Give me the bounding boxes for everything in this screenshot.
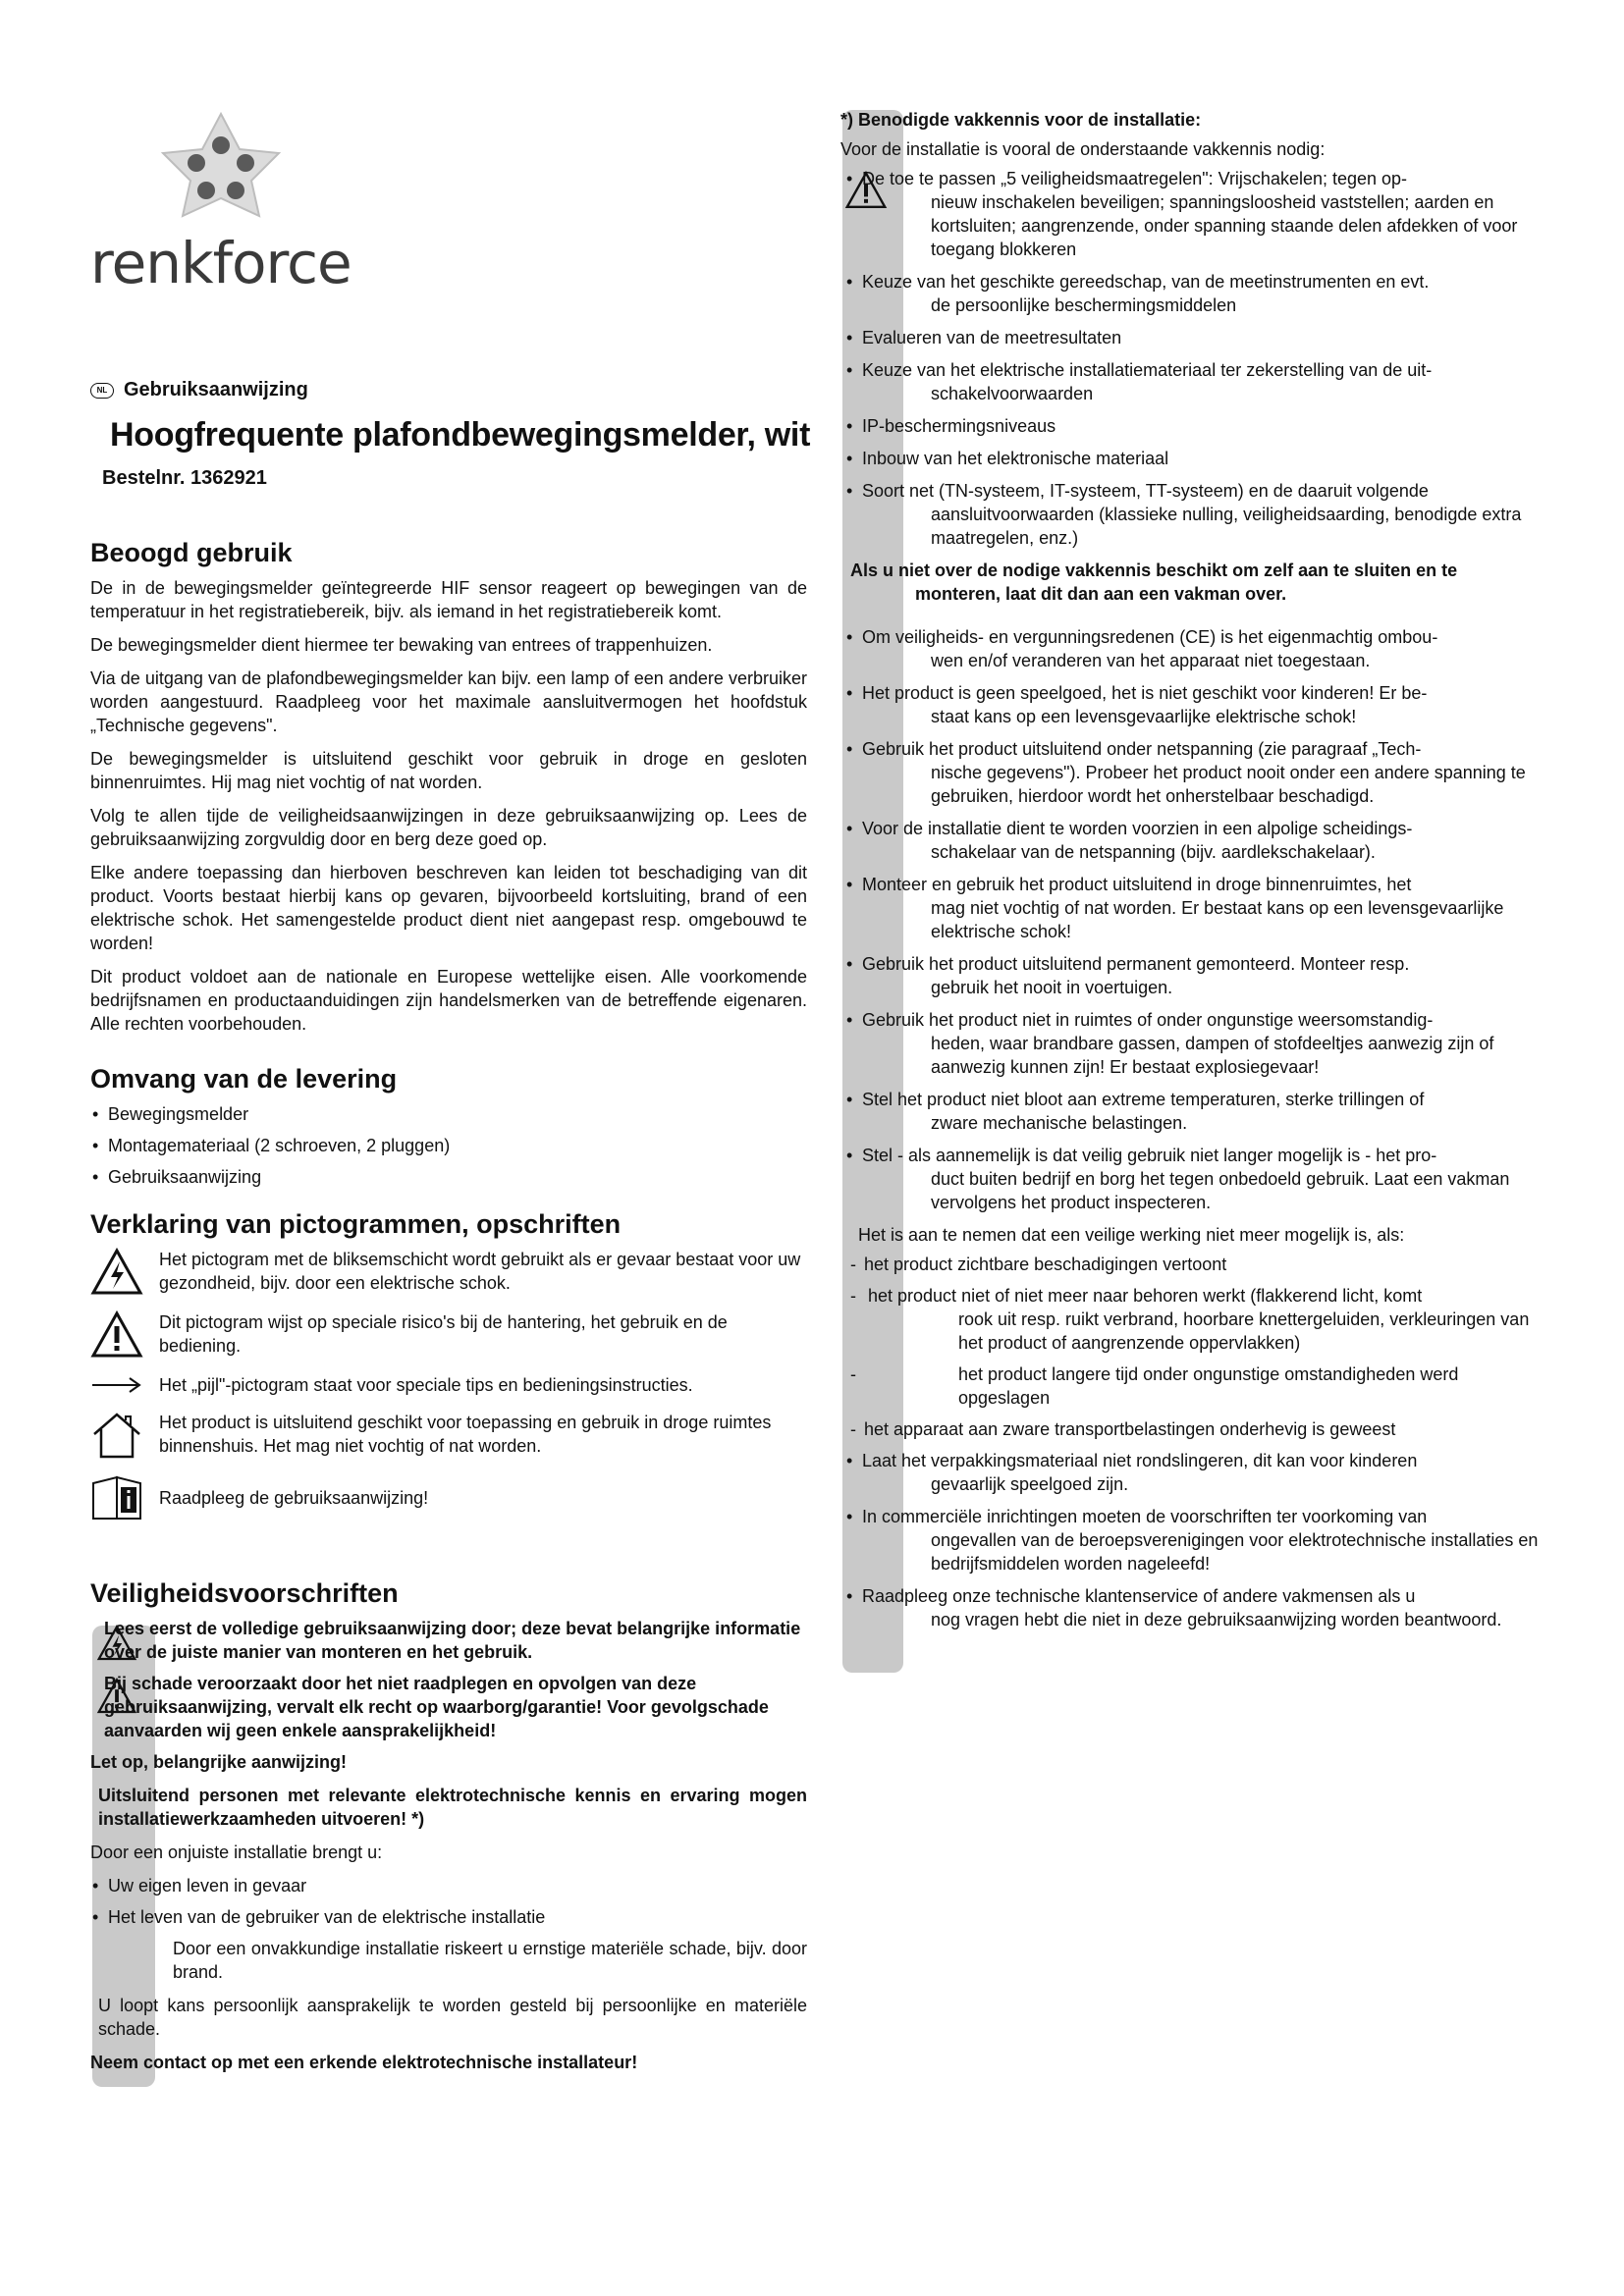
intended-use-paragraph: De in de bewegingsmelder geïntegreerde HIF sensor reageert op bewegingen van de temperatuur in het registratiebereik, bijv. als iemand in het registratiebereik komt. bbox=[90, 578, 807, 621]
safety-rule: • Stel het product niet bloot aan extreme temperaturen, sterke trillingen of zware mechanische belastingen. bbox=[840, 1088, 1547, 1135]
pictogram-row bbox=[90, 1248, 807, 1297]
pictogram-text: Het product is uitsluitend geschikt voor toepassing en gebruik in droge ruimtes binnenshuis. Het mag niet vochtig of nat worden. bbox=[159, 1413, 772, 1456]
page-title: Hoogfrequente plafondbewegingsmelder, wit bbox=[110, 416, 811, 454]
language-label bbox=[90, 379, 308, 401]
intended-use-paragraph: De bewegingsmelder dient hiermee ter bewaking van entrees of trappenhuizen. bbox=[90, 635, 713, 655]
pictograms-heading: Verklaring van pictogrammen, opschriften bbox=[90, 1209, 622, 1239]
list-item: • Bewegingsmelder bbox=[90, 1102, 807, 1126]
list-item: • Uw eigen leven in gevaar bbox=[90, 1874, 807, 1897]
safety-material-damage: Door een onvakkundige installatie riskeert u ernstige materiële schade, bijv. door brand. bbox=[173, 1939, 807, 1982]
safety-rule: • Raadpleeg onze technische klantenservice of andere vakmensen als u nog vragen hebt die niet in deze gebruiksaanwijzing worden beantwoord. bbox=[840, 1584, 1547, 1631]
pictogram-text: Dit pictogram wijst op speciale risico's bij de hantering, het gebruik en de bediening. bbox=[159, 1312, 728, 1356]
safety-only-persons: Uitsluitend personen met relevante elektrotechnische kennis en ervaring mogen installatiewerkzaamheden uitvoeren! *) bbox=[98, 1786, 807, 1829]
expertise-item: • De toe te passen „5 veiligheidsmaatregelen": Vrijschakelen; tegen op- nieuw inschakelen beveiligen; spanningsloosheid vaststellen; aarden en kortsluiten; aangrenzende, onder spanning staande delen afdekken of voor toegang blokkeren bbox=[840, 167, 1547, 261]
unsafe-item: - het product niet of niet meer naar behoren werkt (flakkerend licht, komt rook uit resp. ruikt verbrand, hoorbare knettergeluiden, verkleuringen van het product of aangrenzende oppervlakken) bbox=[840, 1284, 1547, 1355]
list-item: • Gebruiksaanwijzing bbox=[90, 1165, 807, 1189]
expertise-heading: *) Benodigde vakkennis voor de installatie: bbox=[840, 110, 1202, 130]
intended-use-paragraph: De bewegingsmelder is uitsluitend geschikt voor gebruik in droge en gesloten binnenruimtes. Hij mag niet vochtig of nat worden. bbox=[90, 749, 807, 792]
intended-use-paragraph: Elke andere toepassing dan hierboven beschreven kan leiden tot beschadiging van dit product. Voorts bestaat hierbij kans op gevaren, bijvoorbeeld kortsluiting, brand of een elektrische schok. Het samengestelde product dient niet aangepast resp. omgebouwd te worden! bbox=[90, 863, 807, 953]
manual-icon bbox=[90, 1473, 143, 1522]
safety-rule: • Laat het verpakkingsmateriaal niet rondslingeren, dit kan voor kinderen gevaarlijk speelgoed zijn. bbox=[840, 1449, 1547, 1496]
house-icon bbox=[90, 1411, 143, 1460]
safety-rule: • In commerciële inrichtingen moeten de voorschriften ter voorkoming van ongevallen van de beroepsverenigingen voor elektrotechnische installaties en bedrijfsmiddelen worden nageleefd! bbox=[840, 1505, 1547, 1575]
expertise-item: • Keuze van het geschikte gereedschap, van de meetinstrumenten en evt. de persoonlijke beschermingsmiddelen bbox=[840, 270, 1547, 317]
arrow-icon bbox=[90, 1375, 143, 1395]
pictograms-section bbox=[90, 1209, 807, 1536]
unsafe-item: - het apparaat aan zware transportbelastingen onderhevig is geweest bbox=[840, 1417, 1547, 1441]
safety-rule: • Gebruik het product uitsluitend permanent gemonteerd. Monteer resp. gebruik het nooit in voertuigen. bbox=[840, 952, 1547, 999]
expertise-item: • Inbouw van het elektronische materiaal bbox=[840, 447, 1547, 470]
safety-liability: U loopt kans persoonlijk aansprakelijk te worden gesteld bij persoonlijke en materiële schade. bbox=[98, 1996, 807, 2039]
intended-use-paragraph: Via de uitgang van de plafondbewegingsmelder kan bijv. een lamp of een andere verbruiker worden aangestuurd. Raadpleeg voor het maximale aansluitvermogen het hoofdstuk „Technische gegevens". bbox=[90, 668, 807, 735]
safety-rule: • Monteer en gebruik het product uitsluitend in droge binnenruimtes, het mag niet vochtig of nat worden. Er bestaat kans op een levensgevaarlijke elektrische schok! bbox=[840, 873, 1547, 943]
right-column bbox=[840, 108, 1547, 1640]
pictogram-text: Het pictogram met de bliksemschicht wordt gebruikt als er gevaar bestaat voor uw gezondheid, bijv. door een elektrische schok. bbox=[159, 1250, 801, 1293]
expertise-item: • Evalueren van de meetresultaten bbox=[840, 326, 1547, 349]
list-item: • Het leven van de gebruiker van de elektrische installatie bbox=[90, 1905, 807, 1929]
safety-attention: Let op, belangrijke aanwijzing! bbox=[90, 1752, 348, 1772]
pictogram-text: Raadpleeg de gebruiksaanwijzing! bbox=[159, 1488, 429, 1508]
intended-use-paragraph: Volg te allen tijde de veiligheidsaanwijzingen in deze gebruiksaanwijzing op. Lees de gebruiksaanwijzing zorgvuldig door en berg deze goed op. bbox=[90, 806, 807, 849]
safety-wrong-install: Door een onjuiste installatie brengt u: bbox=[90, 1842, 383, 1862]
unsafe-intro: Het is aan te nemen dat een veilige werking niet meer mogelijk is, als: bbox=[858, 1225, 1405, 1245]
language-text: Gebruiksaanwijzing bbox=[124, 379, 308, 400]
pictogram-row bbox=[90, 1411, 807, 1460]
expertise-item: • IP-beschermingsniveaus bbox=[840, 414, 1547, 438]
intended-use-paragraph: Dit product voldoet aan de nationale en Europese wettelijke eisen. Alle voorkomende bedrijfsnamen en productaanduidingen zijn handelsmerken van de betreffende eigenaren. Alle rechten voorbehouden. bbox=[90, 967, 807, 1034]
safety-rule: • Stel - als aannemelijk is dat veilig gebruik niet langer mogelijk is - het pro- duct buiten bedrijf en borg het tegen onbedoeld gebruik. Laat een vakman vervolgens het product inspecteren. bbox=[840, 1144, 1547, 1214]
pictogram-text: Het „pijl"-pictogram staat voor speciale tips en bedieningsinstructies. bbox=[159, 1375, 693, 1395]
renkforce-logo bbox=[90, 110, 355, 296]
delivery-heading: Omvang van de levering bbox=[90, 1064, 398, 1094]
intended-use-section bbox=[90, 538, 807, 1045]
brand-name: renkforce bbox=[90, 230, 352, 296]
safety-rule: • Om veiligheids- en vergunningsredenen (CE) is het eigenmachtig ombou- wen en/of veranderen van het apparaat niet toegestaan. bbox=[840, 625, 1547, 672]
pictogram-row bbox=[90, 1373, 807, 1397]
safety-read-first: Lees eerst de volledige gebruiksaanwijzing door; deze bevat belangrijke informatie over de juiste manier van monteren en het gebruik. bbox=[90, 1617, 807, 1664]
exclamation-warning-icon bbox=[90, 1310, 143, 1360]
safety-contact: Neem contact op met een erkende elektrotechnische installateur! bbox=[90, 2053, 638, 2072]
safety-rule: • Voor de installatie dient te worden voorzien in een alpolige scheidings- schakelaar van de netspanning (bijv. aardlekschakelaar). bbox=[840, 817, 1547, 864]
lightning-warning-icon bbox=[90, 1248, 143, 1297]
intended-use-heading: Beoogd gebruik bbox=[90, 538, 293, 567]
delivery-section bbox=[90, 1064, 807, 1197]
list-item: • Montagemateriaal (2 schroeven, 2 pluggen) bbox=[90, 1134, 807, 1157]
pictogram-row bbox=[90, 1473, 807, 1522]
order-number: Bestelnr. 1362921 bbox=[102, 467, 267, 489]
pictogram-row bbox=[90, 1310, 807, 1360]
safety-section bbox=[90, 1578, 807, 2084]
expertise-no-knowledge: Als u niet over de nodige vakkennis beschikt om zelf aan te sluiten en te monteren, laat dit dan aan een vakman over. bbox=[850, 561, 1458, 604]
safety-rule: • Het product is geen speelgoed, het is niet geschikt voor kinderen! Er be- staat kans op een levensgevaarlijke elektrische schok! bbox=[840, 681, 1547, 728]
logo-star-icon bbox=[157, 110, 285, 218]
expertise-item: • Keuze van het elektrische installatiemateriaal ter zekerstelling van de uit- schakelvoorwaarden bbox=[840, 358, 1547, 405]
safety-damage: Bij schade veroorzaakt door het niet raadplegen en opvolgen van deze gebruiksaanwijzing, vervalt elk recht op waarborg/garantie! Voor gevolgschade aanvaarden wij geen enkele aansprakelijkheid! bbox=[90, 1672, 807, 1742]
safety-heading: Veiligheidsvoorschriften bbox=[90, 1578, 399, 1608]
unsafe-item: - het product zichtbare beschadigingen vertoont bbox=[840, 1253, 1547, 1276]
nl-badge-icon: NL bbox=[90, 383, 114, 399]
safety-rule: • Gebruik het product uitsluitend onder netspanning (zie paragraaf „Tech- nische gegevens"). Probeer het product nooit onder een andere spanning te gebruiken, hierdoor wordt het onherstelbaar beschadigd. bbox=[840, 737, 1547, 808]
safety-rule: • Gebruik het product niet in ruimtes of onder ongunstige weersomstandig- heden, waar brandbare gassen, dampen of stofdeeltjes aanwezig zijn of aanwezig kunnen zijn! Er bestaat explosiegevaar! bbox=[840, 1008, 1547, 1079]
expertise-intro: Voor de installatie is vooral de onderstaande vakkennis nodig: bbox=[840, 139, 1326, 159]
expertise-item: • Soort net (TN-systeem, IT-systeem, TT-systeem) en de daaruit volgende aansluitvoorwaarden (klassieke nulling, veiligheidsaarding, benodigde extra maatregelen, enz.) bbox=[840, 479, 1547, 550]
unsafe-item: - het product langere tijd onder ongunstige omstandigheden werd opgeslagen bbox=[840, 1362, 1547, 1410]
